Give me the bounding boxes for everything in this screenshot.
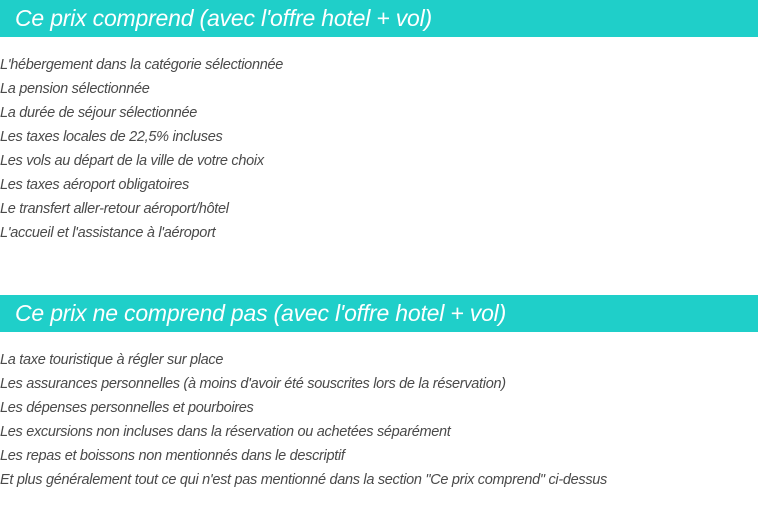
- excluded-title: Ce prix ne comprend pas (avec l'offre hotel + vol): [15, 300, 507, 326]
- included-item: L'hébergement dans la catégorie sélectionnée: [0, 57, 283, 73]
- included-section: [0, 0, 758, 245]
- excluded-item: Les dépenses personnelles et pourboires: [0, 400, 254, 416]
- included-item: Les taxes aéroport obligatoires: [0, 177, 189, 193]
- included-list: [0, 37, 758, 245]
- excluded-item: Les repas et boissons non mentionnés dans le descriptif: [0, 448, 345, 464]
- excluded-list: [0, 332, 758, 492]
- included-item: L'accueil et l'assistance à l'aéroport: [0, 225, 216, 241]
- included-item: La pension sélectionnée: [0, 81, 150, 97]
- included-item: Le transfert aller-retour aéroport/hôtel: [0, 201, 229, 217]
- included-item: Les vols au départ de la ville de votre choix: [0, 153, 264, 169]
- excluded-header-banner: [0, 295, 758, 332]
- excluded-item: Et plus généralement tout ce qui n'est pas mentionné dans la section "Ce prix comprend" ci-dessus: [0, 472, 608, 488]
- excluded-item: Les excursions non incluses dans la réservation ou achetées séparément: [0, 424, 451, 440]
- included-item: La durée de séjour sélectionnée: [0, 105, 198, 121]
- excluded-item: Les assurances personnelles (à moins d'avoir été souscrites lors de la réservation): [0, 376, 506, 392]
- included-title: Ce prix comprend (avec l'offre hotel + vol): [15, 5, 433, 31]
- included-header-banner: [0, 0, 758, 37]
- excluded-section: [0, 295, 758, 492]
- included-item: Les taxes locales de 22,5% incluses: [0, 129, 223, 145]
- excluded-item: La taxe touristique à régler sur place: [0, 352, 224, 368]
